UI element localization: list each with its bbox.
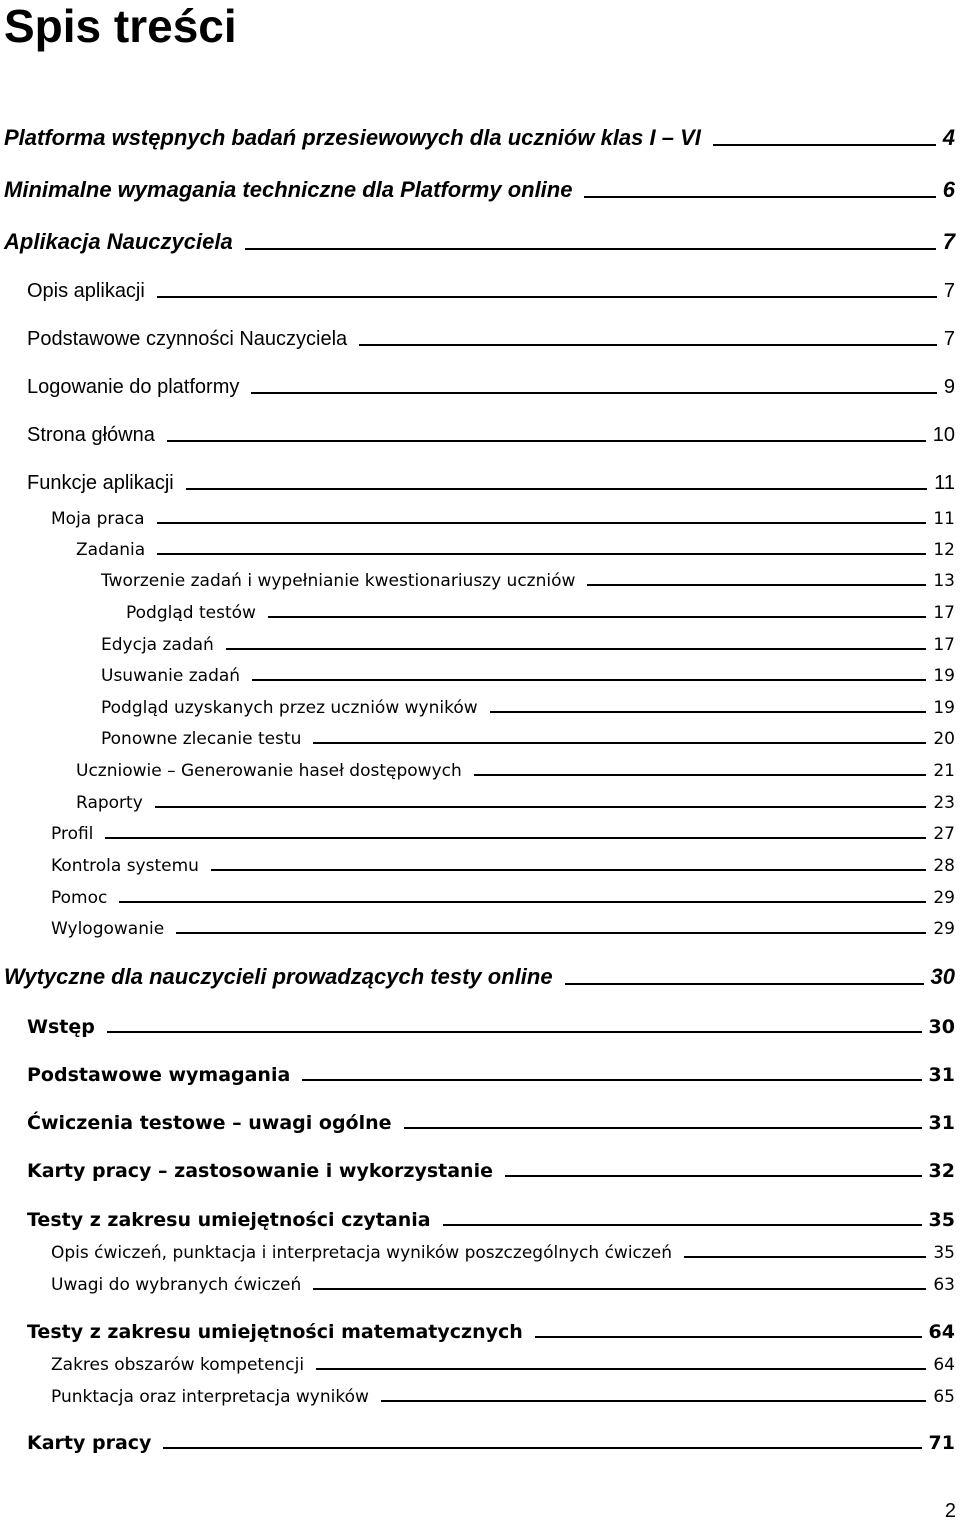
toc-entry-title: Uwagi do wybranych ćwiczeń [51,1275,302,1295]
toc-leader-line [252,679,926,681]
toc-leader-line [443,1224,922,1226]
toc-entry-page: 17 [933,635,955,655]
toc-entry[interactable] [101,692,955,718]
toc-entry[interactable] [27,1203,955,1231]
toc-entry-page: 7 [942,229,955,254]
toc-leader-line [251,392,937,394]
toc-leader-line [163,1447,921,1449]
toc-entry-title: Testy z zakresu umiejętności matematycznych [27,1321,523,1343]
toc-entry-page: 12 [933,540,955,560]
toc-entry-title: Uczniowie – Generowanie haseł dostępowych [76,761,462,781]
toc-leader-line [186,488,928,490]
toc-entry[interactable] [27,1154,955,1182]
toc-entry[interactable] [27,275,955,303]
toc-leader-line [404,1127,922,1129]
toc-entry-page: 19 [933,666,955,686]
toc-entry[interactable] [51,1237,955,1263]
toc-entry[interactable] [51,1269,955,1295]
toc-entry-page: 11 [933,509,955,529]
toc-entry[interactable] [51,818,955,844]
toc-entry-page: 10 [932,424,955,446]
toc-entry-title: Minimalne wymagania techniczne dla Platformy online [4,177,573,202]
toc-leader-line [490,711,927,713]
toc-entry-page: 65 [933,1387,955,1407]
toc-entry[interactable] [51,913,955,939]
toc-entry-page: 30 [928,1016,955,1038]
toc-entry-page: 27 [933,824,955,844]
toc-entry[interactable] [51,850,955,876]
toc-entry-title: Raporty [76,793,143,813]
toc-entry-page: 23 [933,793,955,813]
toc-leader-line [587,584,926,586]
toc-entry-title: Usuwanie zadań [101,666,241,686]
toc-leader-line [107,1031,922,1033]
toc-entry-title: Ćwiczenia testowe – uwagi ogólne [27,1112,392,1134]
toc-entry-page: 21 [933,761,955,781]
toc-entry[interactable] [27,1315,955,1343]
toc-entry-page: 20 [933,729,955,749]
toc-entry-page: 32 [928,1160,955,1182]
toc-entry-title: Platforma wstępnych badań przesiewowych dla uczniów klas I – VI [4,125,701,150]
toc-leader-line [167,440,926,442]
toc-entry-page: 17 [933,603,955,623]
toc-entry-title: Podstawowe czynności Nauczyciela [27,328,348,350]
toc-entry[interactable] [76,787,955,813]
toc-entry[interactable] [51,503,955,529]
toc-entry[interactable] [126,597,955,623]
toc-entry-title: Testy z zakresu umiejętności czytania [27,1209,431,1231]
toc-entry-title: Profil [51,824,94,844]
toc-entry[interactable] [101,660,955,686]
toc-entry[interactable] [4,225,955,255]
toc-entry-title: Funkcje aplikacji [27,472,174,494]
toc-entry[interactable] [27,467,955,495]
toc-entry-title: Wytyczne dla nauczycieli prowadzących testy online [4,964,553,989]
toc-entry-page: 63 [933,1275,955,1295]
toc-leader-line [302,1079,921,1081]
toc-entry[interactable] [27,371,955,399]
toc-leader-line [211,869,926,871]
toc-leader-line [119,901,926,903]
toc-entry-title: Karty pracy [27,1432,152,1454]
toc-entry-page: 29 [933,888,955,908]
toc-leader-line [474,774,927,776]
toc-leader-line [565,983,924,985]
toc-entry-page: 6 [942,177,955,202]
toc-entry-title: Karty pracy – zastosowanie i wykorzystanie [27,1160,493,1182]
toc-entry[interactable] [51,1381,955,1407]
toc-entry[interactable] [101,723,955,749]
toc-entry-page: 7 [943,280,955,302]
toc-leader-line [226,648,927,650]
toc-leader-line [176,932,926,934]
toc-leader-line [155,806,927,808]
toc-leader-line [684,1256,926,1258]
toc-entry-title: Podgląd testów [126,603,256,623]
toc-entry[interactable] [27,1426,955,1454]
toc-leader-line [245,248,936,250]
toc-entry-title: Pomoc [51,888,108,908]
toc-entry-page: 35 [928,1209,955,1231]
toc-entry[interactable] [4,960,955,990]
toc-entry[interactable] [4,173,955,203]
toc-leader-line [313,742,926,744]
toc-entry-page: 28 [933,856,955,876]
page-number: 2 [944,1500,956,1522]
toc-entry-title: Logowanie do platformy [27,376,240,398]
toc-entry-page: 4 [942,125,955,150]
toc-entry-title: Opis ćwiczeń, punktacja i interpretacja wyników poszczególnych ćwiczeń [51,1243,673,1263]
toc-entry-title: Zadania [76,540,146,560]
toc-entry[interactable] [101,629,955,655]
toc-leader-line [381,1400,926,1402]
toc-leader-line [535,1336,922,1338]
toc-entry-title: Kontrola systemu [51,856,199,876]
toc-leader-line [157,553,926,555]
toc-entry[interactable] [4,121,955,151]
toc-entry-title: Edycja zadań [101,635,214,655]
toc-entry-title: Zakres obszarów kompetencji [51,1355,305,1375]
toc-entry-title: Wstęp [27,1016,95,1038]
toc-leader-line [316,1368,926,1370]
toc-entry[interactable] [51,882,955,908]
toc-entry[interactable] [51,1349,955,1375]
toc-entry-title: Podstawowe wymagania [27,1064,291,1086]
toc-entry[interactable] [27,323,955,351]
toc-entry[interactable] [27,1106,955,1134]
toc-leader-line [313,1288,926,1290]
toc-entry-page: 29 [933,919,955,939]
toc-entry-title: Moja praca [51,509,145,529]
toc-entry-title: Strona główna [27,424,155,446]
toc-entry[interactable] [27,419,955,447]
toc-leader-line [359,344,937,346]
toc-leader-line [157,522,927,524]
toc-leader-line [713,144,936,146]
toc-entry-page: 30 [930,964,955,989]
toc-entry-page: 31 [928,1112,955,1134]
toc-leader-line [584,196,935,198]
page-title: Spis treści [4,0,237,52]
toc-entry-page: 31 [928,1064,955,1086]
toc-entry-page: 11 [934,472,955,494]
toc-entry[interactable] [27,1058,955,1086]
toc-entry-page: 9 [943,376,955,398]
toc-entry[interactable] [76,755,955,781]
toc-entry-page: 13 [933,571,955,591]
toc-leader-line [505,1175,922,1177]
toc-entry-title: Tworzenie zadań i wypełnianie kwestionariuszy uczniów [101,571,576,591]
toc-entry-title: Wylogowanie [51,919,165,939]
toc-entry-page: 19 [933,698,955,718]
toc-entry[interactable] [27,1010,955,1038]
toc-entry-page: 7 [943,328,955,350]
toc-leader-line [105,837,926,839]
toc-entry-page: 64 [933,1355,955,1375]
toc-entry-page: 71 [928,1432,955,1454]
toc-leader-line [268,616,926,618]
toc-entry-title: Ponowne zlecanie testu [101,729,302,749]
toc-entry-page: 64 [928,1321,955,1343]
toc-entry-title: Opis aplikacji [27,280,145,302]
toc-entry-title: Podgląd uzyskanych przez uczniów wyników [101,698,478,718]
toc-entry-title: Aplikacja Nauczyciela [4,229,233,254]
toc-leader-line [157,296,937,298]
toc-entry-page: 35 [933,1243,955,1263]
toc-entry-title: Punktacja oraz interpretacja wyników [51,1387,369,1407]
toc-entry[interactable] [101,565,955,591]
toc-entry[interactable] [76,534,955,560]
